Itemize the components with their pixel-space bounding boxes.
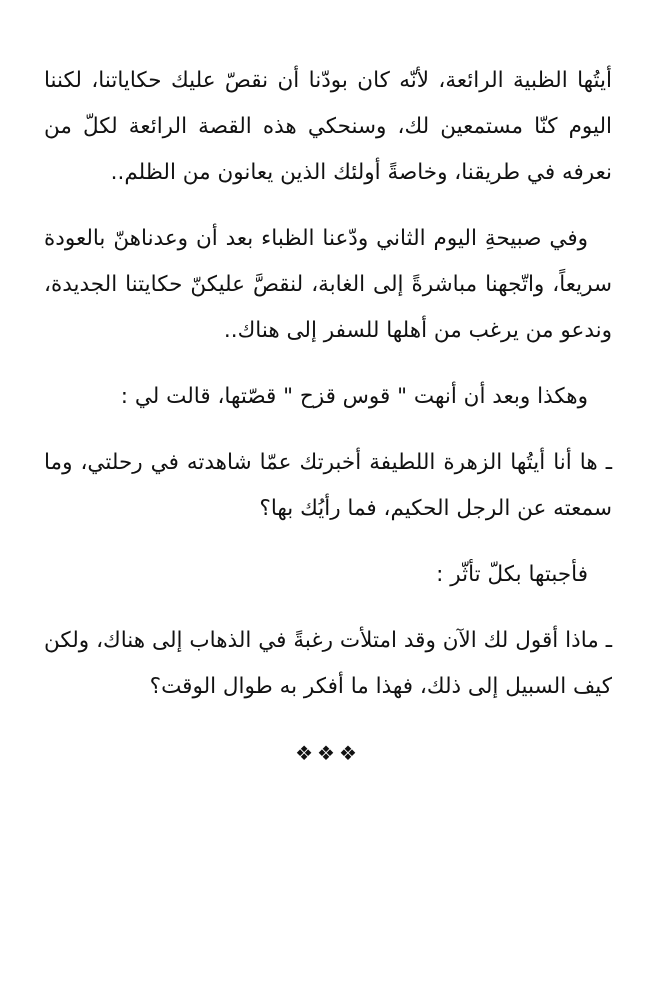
paragraph-2: وفي صبيحةِ اليوم الثاني ودّعنا الظباء بعد أن وعدناهنّ بالعودة سريعاً، واتّجهنا مباشرةً إلى الغابة، لنقصَّ عليكنّ حكايتنا الجديدة، وندعو من يرغب من أهلها للسفر إلى هناك.. <box>44 226 612 343</box>
paragraph-6-dialogue: ـ ماذا أقول لك الآن وقد امتلأت رغبةً في الذهاب إلى هناك، ولكن كيف السبيل إلى ذلك، فهذا ما أفكر به طوال الوقت؟ <box>44 628 612 699</box>
paragraph-1: أيتُها الظبية الرائعة، لأنّه كان بودّنا أن نقصّ عليك حكاياتنا، لكننا اليوم كنّا مستمعين لك، وسنحكي هذه القصة الرائعة لكلّ من نعرفه في طريقنا، وخاصةً أولئك الذين يعانون من الظلم.. <box>44 68 612 185</box>
page-text <box>44 58 612 768</box>
paragraph-5: فأجبتها بكلّ تأثّر : <box>436 562 588 587</box>
section-divider-ornament: ❖❖❖ <box>295 741 361 765</box>
paragraph-4-dialogue: ـ ها أنا أيتُها الزهرة اللطيفة أخبرتك عمّا شاهدته في رحلتي، وما سمعته عن الرجل الحكيم، فما رأيُك بها؟ <box>44 450 612 521</box>
paragraph-3: وهكذا وبعد أن أنهت " قوس قزح " قصّتها، قالت لي : <box>120 384 588 409</box>
